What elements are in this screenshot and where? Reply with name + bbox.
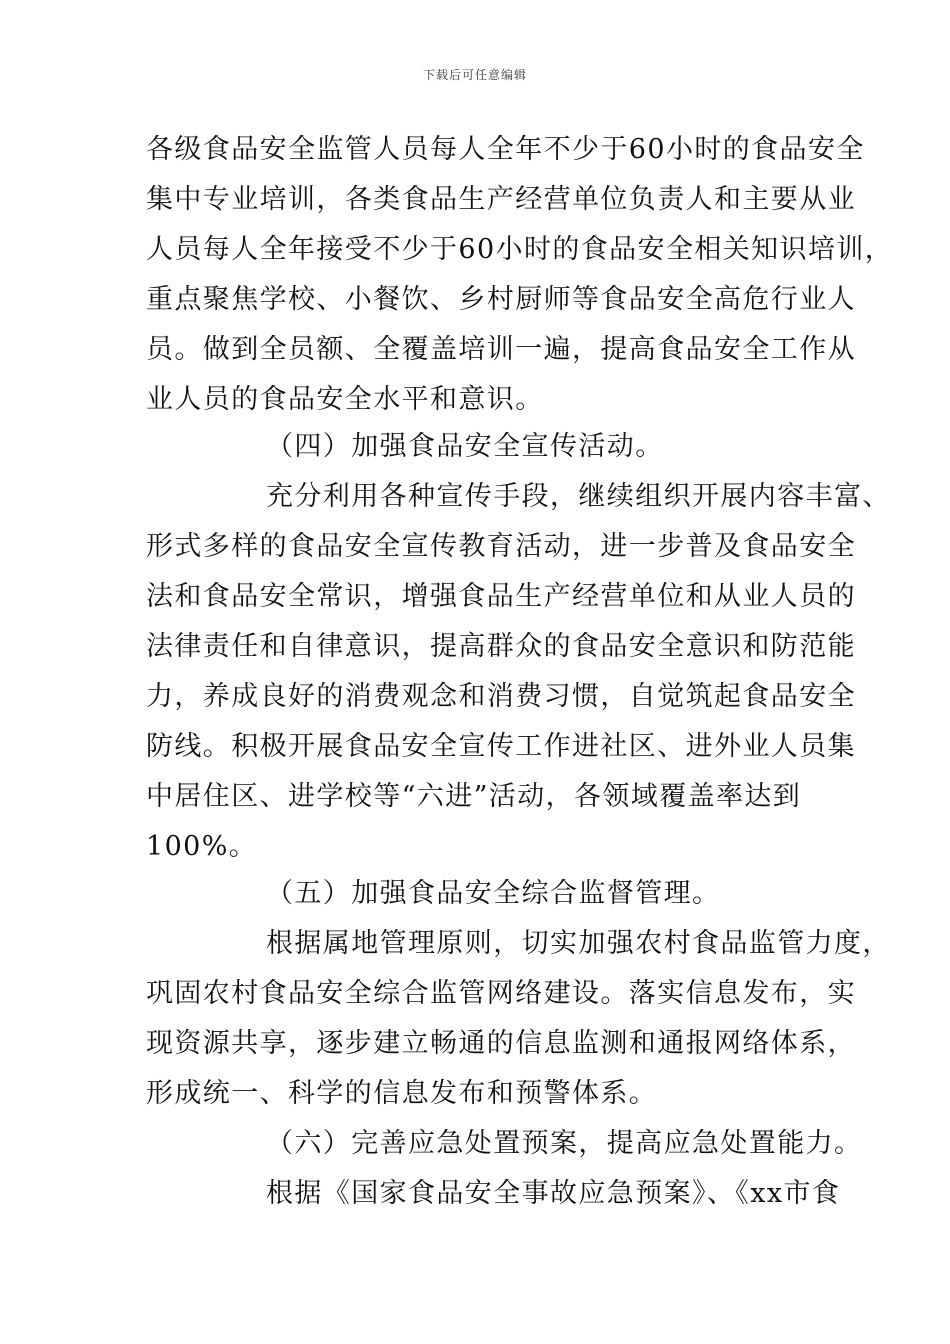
text-line: 力，养成良好的消费观念和消费习惯，自觉筑起食品安全: [146, 681, 856, 712]
text-line: 防线。积极开展食品安全宣传工作进社区、进外业人员集: [146, 731, 856, 762]
section-heading: （四）加强食品安全宣传活动。: [266, 431, 664, 462]
text-line: 现资源共享，逐步建立畅通的信息监测和通报网络体系，: [146, 1028, 856, 1059]
text-line: 员。做到全员额、全覆盖培训一遍，提高食品安全工作从: [146, 334, 856, 365]
text-line: 法律责任和自律意识，提高群众的食品安全意识和防范能: [146, 631, 856, 662]
text-line: 形成统一、科学的信息发布和预警体系。: [146, 1078, 658, 1109]
text-line: 巩固农村食品安全综合监管网络建设。落实信息发布，实: [146, 978, 856, 1009]
text-line: 各级食品安全监管人员每人全年不少于60小时的食品安全: [146, 134, 865, 165]
page-header: 下载后可任意编辑: [422, 68, 527, 82]
text-line: 业人员的食品安全水平和意识。: [146, 384, 544, 415]
text-line: 集中专业培训，各类食品生产经营单位负责人和主要从业: [146, 184, 856, 215]
text-line: 根据属地管理原则，切实加强农村食品监管力度，: [266, 928, 891, 959]
section-heading: （五）加强食品安全综合监督管理。: [266, 878, 721, 909]
text-line: 形式多样的食品安全宣传教育活动，进一步普及食品安全: [146, 531, 856, 562]
text-line: 中居住区、进学校等“六进”活动，各领域覆盖率达到: [146, 781, 802, 812]
section-heading: （六）完善应急处置预案，提高应急处置能力。: [266, 1128, 863, 1159]
text-line: 法和食品安全常识，增强食品生产经营单位和从业人员的: [146, 581, 856, 612]
text-line: 重点聚焦学校、小餐饮、乡村厨师等食品安全高危行业人: [146, 284, 856, 315]
text-line: 100%。: [146, 831, 258, 862]
text-line: 充分利用各种宣传手段，继续组织开展内容丰富、: [266, 481, 891, 512]
text-line: 根据《国家食品安全事故应急预案》、《xx市食: [266, 1178, 841, 1209]
text-line: 人员每人全年接受不少于60小时的食品安全相关知识培训，: [146, 234, 894, 265]
